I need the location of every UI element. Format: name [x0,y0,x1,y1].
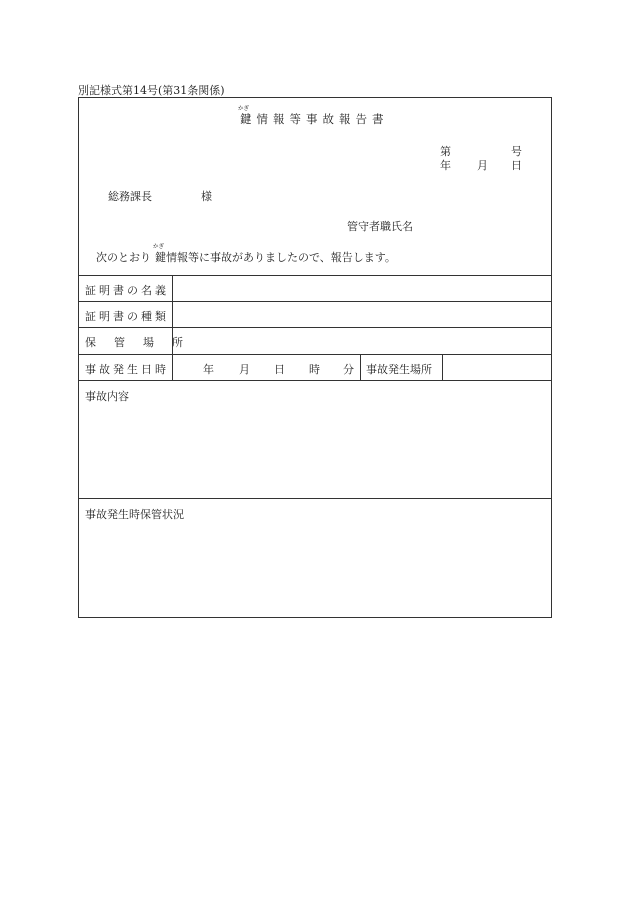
storage-place-label: 保管場所 [85,336,201,349]
date-day: 日 [511,159,522,172]
label-column-divider [172,275,173,380]
addressee-name: 総務課長 [108,190,152,203]
datetime-divider [360,354,361,380]
addressee-honorific: 様 [201,190,212,203]
incident-content-label: 事故内容 [85,390,129,403]
row-divider [78,354,552,355]
row-divider [78,327,552,328]
cert-name-label: 証明書の名義 [85,284,169,297]
intro-prefix: 次のとおり [96,251,151,264]
form-label: 別記様式第14号(第31条関係) [78,84,225,97]
datetime-minute: 分 [343,363,354,376]
reporter-label: 管守者職氏名 [347,220,413,233]
incident-place-label: 事故発生場所 [366,363,432,376]
date-month: 月 [477,159,488,172]
intro-rest: 鍵情報等に事故がありましたので、報告します。 [155,251,396,264]
row-divider [78,380,552,381]
intro-furigana: かぎ [153,244,165,250]
row-divider [78,301,552,302]
cert-type-label: 証明書の種類 [85,310,169,323]
date-year: 年 [440,159,451,172]
datetime-month: 月 [239,363,250,376]
place-label-divider [442,354,443,380]
storage-status-label: 事故発生時保管状況 [85,508,184,521]
title-furigana: かぎ [238,106,250,112]
datetime-year: 年 [203,363,214,376]
page-title: 鍵情報等事故報告書 [240,112,389,126]
incident-datetime-label: 事故発生日時 [85,363,169,376]
form-frame [78,97,552,618]
row-divider [78,498,552,499]
row-divider [78,275,552,276]
datetime-hour: 時 [309,363,320,376]
number-go: 号 [511,145,522,158]
datetime-day: 日 [274,363,285,376]
number-dai: 第 [440,145,451,158]
